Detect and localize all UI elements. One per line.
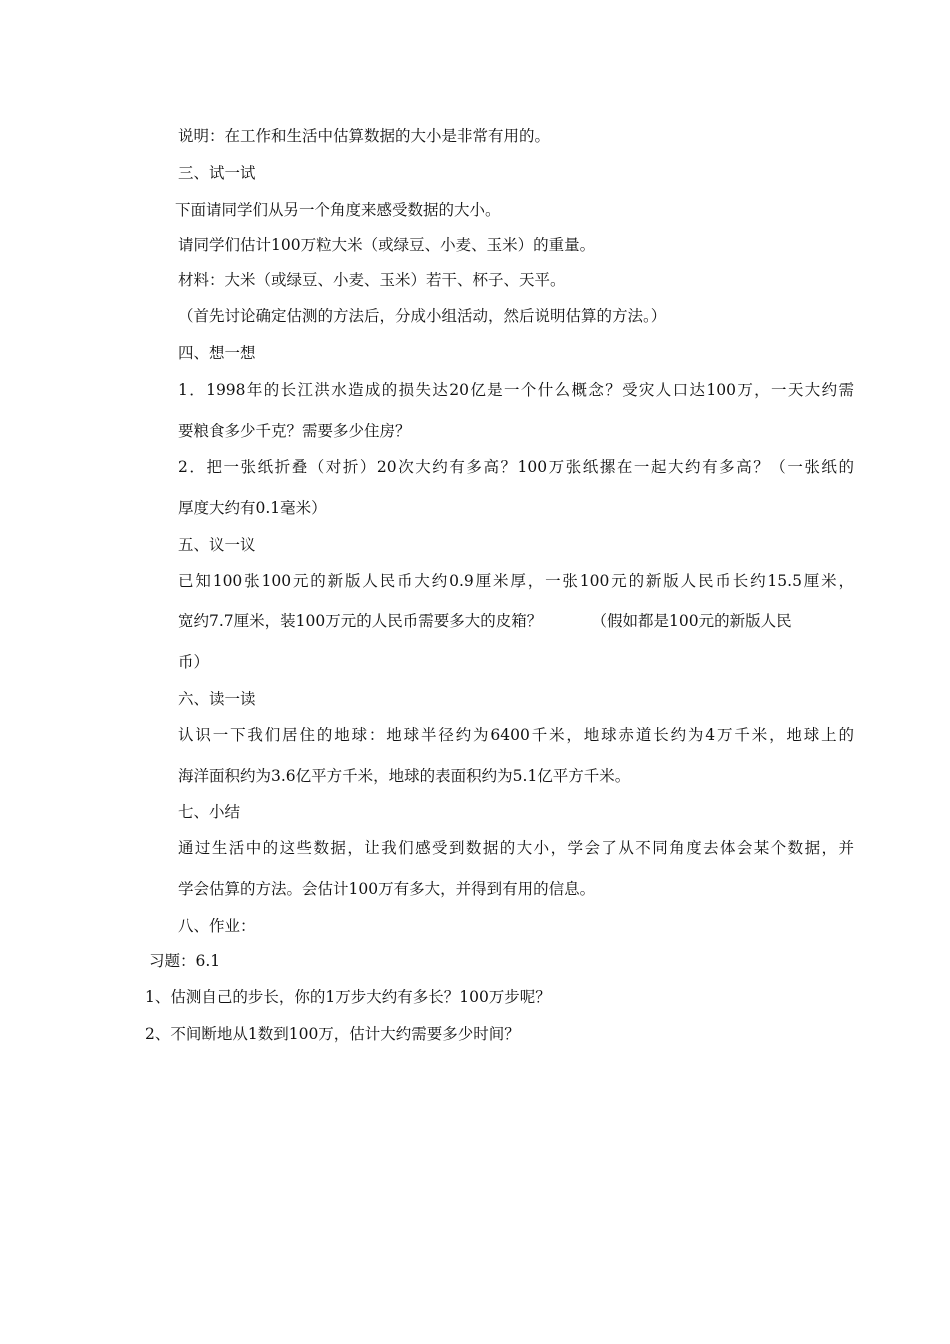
list-item: 1、估测自己的步长，你的1万步大约有多长？100万步呢？ (145, 988, 551, 1006)
list-item: 2、不间断地从1数到100万，估计大约需要多少时间？ (145, 1025, 520, 1043)
text-line: 请同学们估计100万粒大米（或绿豆、小麦、玉米）的重量。 (178, 236, 596, 254)
text-line: 通过生活中的这些数据，让我们感受到数据的大小，学会了从不同角度去体会某个数据，并 (178, 839, 854, 857)
text-line: 宽约7.7厘米，装100万元的人民币需要多大的皮箱？ （假如都是100元的新版人民 (178, 612, 792, 630)
text-line: 已知100张100元的新版人民币大约0.9厘米厚，一张100元的新版人民币长约15.5厘米， (178, 572, 854, 590)
section-heading: 六、读一读 (178, 690, 256, 708)
section-heading: 五、议一议 (178, 536, 256, 554)
section-heading: 七、小结 (178, 803, 241, 821)
text-line: 习题：6.1 (149, 952, 221, 970)
text-line: 海洋面积约为3.6亿平方千米，地球的表面积约为5.1亿平方千米。 (178, 767, 631, 785)
text-line: 学会估算的方法。会估计100万有多大，并得到有用的信息。 (178, 880, 596, 898)
text-line: 币） (178, 653, 210, 671)
section-heading: 四、想一想 (178, 344, 256, 362)
text-line: 厚度大约有0.1毫米） (178, 499, 327, 517)
text-line: 1．1998年的长江洪水造成的损失达20亿是一个什么概念？受灾人口达100万，一天大约需 (178, 381, 854, 399)
section-heading: 八、作业： (178, 917, 256, 935)
text-line: 下面请同学们从另一个角度来感受数据的大小。 (175, 201, 501, 219)
text-line: 要粮食多少千克？需要多少住房？ (178, 422, 411, 440)
section-heading: 三、试一试 (178, 164, 256, 182)
text-line: 说明：在工作和生活中估算数据的大小是非常有用的。 (178, 127, 551, 145)
text-line: 2．把一张纸折叠（对折）20次大约有多高？100万张纸摞在一起大约有多高？（一张纸的 (178, 458, 854, 476)
text-line: 材料：大米（或绿豆、小麦、玉米）若干、杯子、天平。 (178, 271, 566, 289)
text-line: 认识一下我们居住的地球：地球半径约为6400千米，地球赤道长约为4万千米，地球上的 (178, 726, 854, 744)
text-line: （首先讨论确定估测的方法后，分成小组活动，然后说明估算的方法。） (178, 307, 667, 325)
